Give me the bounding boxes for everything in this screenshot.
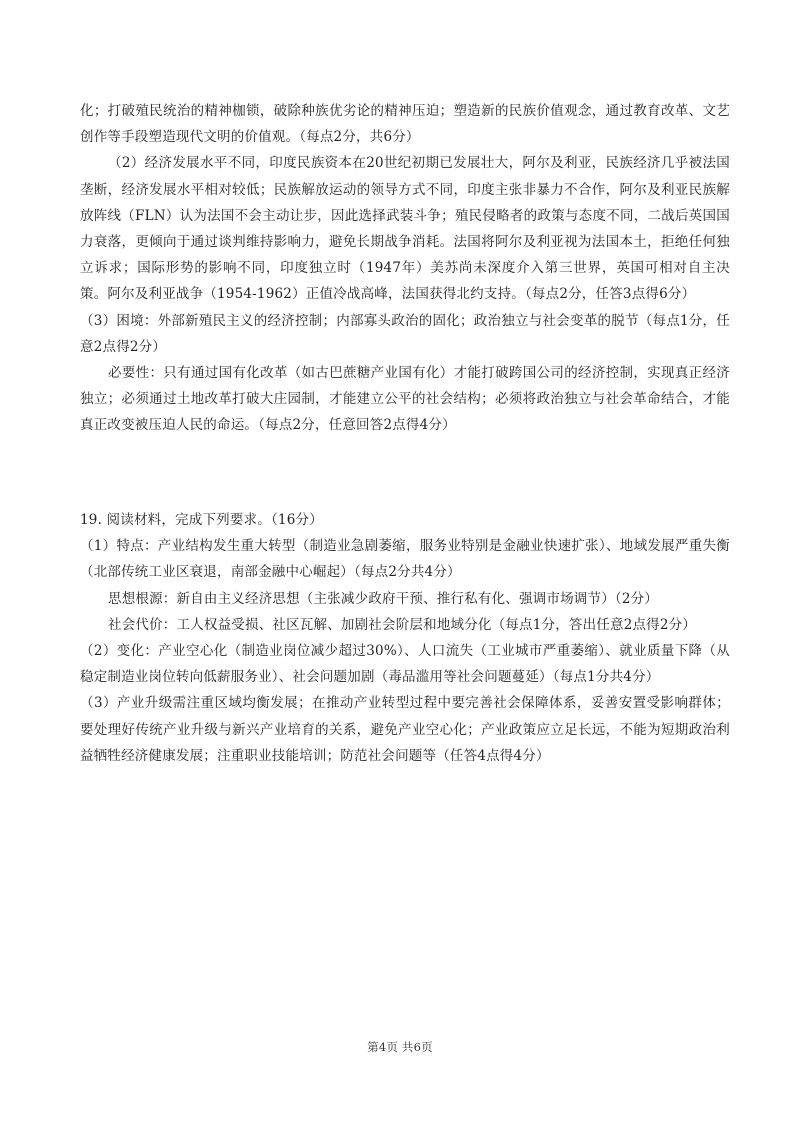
paragraph-part-2-changes: （2）变化：产业空心化（制造业岗位减少超过30%）、人口流失（工业城市严重萎缩）、就业质量下降（从稳定制造业岗位转向低薪服务业）、社会问题加剧（毒品滥用等社会问题蔓延）（每点1分共4分） (80, 643, 730, 686)
answer-section-19 (80, 507, 730, 769)
page-number: 第4页 共6页 (367, 1040, 433, 1054)
paragraph-part-2: （2）经济发展水平不同，印度民族资本在20世纪初期已发展壮大，阿尔及利亚，民族经济几乎被法国垄断，经济发展水平相对较低；民族解放运动的领导方式不同，印度主张非暴力不合作，阿尔及利亚民族解放阵线（FLN）认为法国不会主动让步，因此选择武装斗争；殖民侵略者的政策与态度不同，二战后英国国力衰落，更倾向于通过谈判维持影响力，避免长期战争消耗。法国将阿尔及利亚视为法国本土，拒绝任何独立诉求；国际形势的影响不同，印度独立时（1947年）美苏尚未深度介入第三世界，英国可相对自主决策。阿尔及利亚战争（1954-1962）正值冷战高峰，法国获得北约支持。（每点2分，任答3点得6分） (80, 155, 730, 303)
paragraph-continuation: 化；打破殖民统治的精神枷锁，破除种族优劣论的精神压迫；塑造新的民族价值观念，通过教育改革、文艺创作等手段塑造现代文明的价值观。（每点2分，共6分） (80, 103, 730, 146)
paragraph-part-3-difficulty: （3）困境：外部新殖民主义的经济控制；内部寡头政治的固化；政治独立与社会变革的脱节（每点1分，任意2点得2分） (80, 312, 730, 355)
answer-section-18 (80, 98, 730, 439)
paragraph-part-1-features: （1）特点：产业结构发生重大转型（制造业急剧萎缩，服务业特别是金融业快速扩张）、地域发展严重失衡（北部传统工业区衰退，南部金融中心崛起）（每点2分共4分） (80, 538, 730, 581)
question-heading: 19. 阅读材料，完成下列要求。（16分） (80, 512, 323, 528)
paragraph-part-3-lessons: （3）产业升级需注重区域均衡发展；在推动产业转型过程中要完善社会保障体系，妥善安置受影响群体；要处理好传统产业升级与新兴产业培育的关系，避免产业空心化；产业政策应立足长远，不能为短期政治利益牺牲经济健康发展；注重职业技能培训；防范社会问题等（任答4点得4分） (80, 695, 730, 764)
paragraph-social-cost: 社会代价：工人权益受损、社区瓦解、加剧社会阶层和地域分化（每点1分，答出任意2点得2分） (108, 616, 697, 633)
paragraph-part-3-necessity: 必要性：只有通过国有化改革（如古巴蔗糖产业国有化）才能打破跨国公司的经济控制，实现真正经济独立；必须通过土地改革打破大庄园制，才能建立公平的社会结构；必须将政治独立与社会革命结合，才能真正改变被压迫人民的命运。（每点2分，任意回答2点得4分） (80, 365, 730, 434)
paragraph-ideological-roots: 思想根源：新自由主义经济思想（主张减少政府干预、推行私有化、强调市场调节）（2分） (108, 590, 659, 607)
